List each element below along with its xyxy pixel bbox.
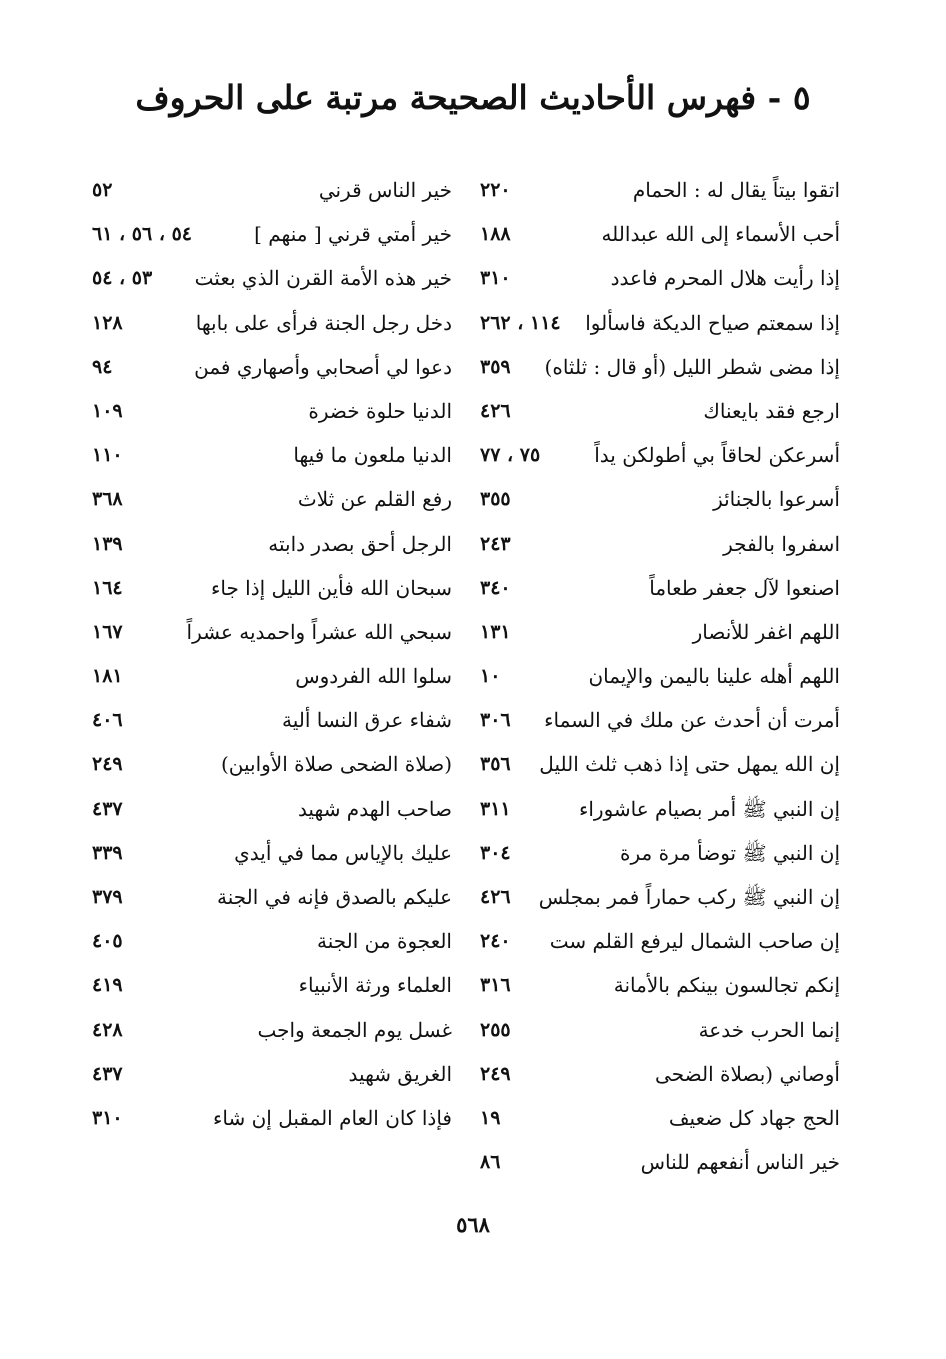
page-reference: ٥٣ ، ٥٤ <box>92 267 153 290</box>
hadith-text: صاحب الهدم شهيد <box>297 796 452 821</box>
hadith-text: إن النبي ﷺ ركب حماراً فمر بمجلس <box>538 885 840 909</box>
hadith-text: إنما الحرب خدعة <box>698 1017 840 1042</box>
hadith-text: (صلاة الضحى صلاة الأوابين) <box>220 752 452 777</box>
index-entry <box>92 831 452 875</box>
index-entry <box>92 787 452 831</box>
index-entry <box>480 256 840 300</box>
page-reference: ٣١٦ <box>480 974 511 997</box>
hadith-text: العلماء ورثة الأنبياء <box>298 973 452 998</box>
page-reference: ١٣٩ <box>92 532 123 555</box>
page-title: ٥ - فهرس الأحاديث الصحيحة مرتبة على الحروف <box>135 78 811 117</box>
page-reference: ١٨١ <box>92 665 123 688</box>
hadith-text: اللهم اغفر للأنصار <box>692 619 840 644</box>
index-entry <box>480 875 840 919</box>
page-number: ٥٦٨ <box>456 1212 490 1237</box>
hadith-text: إذا رأيت هلال المحرم فاعدد <box>610 266 840 291</box>
index-entry <box>92 1096 452 1140</box>
index-entry <box>480 566 840 610</box>
page-reference: ١٩ <box>480 1106 501 1129</box>
hadith-text: الدنيا ملعون ما فيها <box>293 443 452 468</box>
hadith-text: خير الناس أنفعهم للناس <box>640 1150 840 1175</box>
index-entry <box>92 963 452 1007</box>
page-reference: ٣٥٦ <box>480 753 511 776</box>
index-entry <box>92 522 452 566</box>
index-entry <box>480 1052 840 1096</box>
index-entry <box>92 919 452 963</box>
page-reference: ٣٤٠ <box>480 576 511 599</box>
index-entry <box>480 345 840 389</box>
page-reference: ١١٠ <box>92 444 123 467</box>
index-entry <box>92 875 452 919</box>
page-reference: ٤٣٧ <box>92 1062 123 1085</box>
page-reference: ٨٦ <box>480 1151 501 1174</box>
page-reference: ٣١١ <box>480 797 511 820</box>
hadith-text: سبحي الله عشراً واحمديه عشراً <box>186 619 452 644</box>
hadith-text: أمرت أن أحدث عن ملك في السماء <box>544 708 840 733</box>
index-entry <box>92 1008 452 1052</box>
hadith-text: غسل يوم الجمعة واجب <box>257 1017 452 1042</box>
page-reference: ٤٠٦ <box>92 709 123 732</box>
index-column-right <box>480 168 840 1184</box>
hadith-text: إن الله يمهل حتى إذا ذهب ثلث الليل <box>539 752 840 777</box>
hadith-text: الدنيا حلوة خضرة <box>308 398 452 423</box>
index-entry <box>92 389 452 433</box>
index-entry <box>480 698 840 742</box>
hadith-text: اتقوا بيتاً يقال له : الحمام <box>632 178 840 202</box>
hadith-text: رفع القلم عن ثلاث <box>297 487 452 512</box>
page-reference: ٢٤٩ <box>480 1062 511 1085</box>
page-reference: ٣١٠ <box>480 267 511 290</box>
hadith-text: اصنعوا لآل جعفر طعاماً <box>649 575 840 600</box>
index-entry <box>480 919 840 963</box>
hadith-text: إن النبي ﷺ أمر بصيام عاشوراء <box>578 796 840 821</box>
hadith-text: دخل رجل الجنة فرأى على بابها <box>195 310 452 335</box>
hadith-text: أسرعوا بالجنائز <box>713 487 840 512</box>
index-entry <box>480 654 840 698</box>
page-reference: ٢٤٣ <box>480 532 511 555</box>
hadith-text: خير أمتي قرني [ منهم ] <box>254 222 452 247</box>
page-reference: ٥٤ ، ٥٦ ، ٦١ <box>92 223 193 246</box>
index-entry <box>92 168 452 212</box>
page-reference: ٧٥ ، ٧٧ <box>480 444 541 467</box>
hadith-text: أسرعكن لحاقاً بي أطولكن يداً <box>594 443 840 468</box>
index-entry <box>92 654 452 698</box>
hadith-text: إنكم تجالسون بينكم بالأمانة <box>613 973 840 998</box>
page-reference: ١٣١ <box>480 620 511 643</box>
index-entry <box>480 787 840 831</box>
index-entry <box>480 212 840 256</box>
page-reference: ٤٣٧ <box>92 797 123 820</box>
page-reference: ٣١٠ <box>92 1106 123 1129</box>
index-entry <box>92 433 452 477</box>
hadith-text: إن صاحب الشمال ليرفع القلم ست <box>549 929 840 954</box>
hadith-text: اللهم أهله علينا باليمن والإيمان <box>588 664 840 689</box>
hadith-text: سلوا الله الفردوس <box>295 664 452 689</box>
index-entry <box>92 256 452 300</box>
index-entry <box>92 212 452 256</box>
hadith-text: العجوة من الجنة <box>317 929 452 954</box>
page-reference: ١١٤ ، ٢٦٢ <box>480 311 561 334</box>
page-reference: ٤٢٨ <box>92 1018 123 1041</box>
index-entry <box>480 301 840 345</box>
page-reference: ٤١٩ <box>92 974 123 997</box>
hadith-text: الرجل أحق بصدر دابته <box>268 531 452 556</box>
index-entry <box>92 698 452 742</box>
page-reference: ٣٣٩ <box>92 841 123 864</box>
hadith-text: أوصاني (بصلاة الضحى <box>655 1061 840 1086</box>
index-entry <box>480 1140 840 1184</box>
index-entry <box>480 389 840 433</box>
page-reference: ١٢٨ <box>92 311 123 334</box>
index-entry <box>480 477 840 521</box>
page-reference: ١٦٧ <box>92 620 123 643</box>
index-entry <box>480 1096 840 1140</box>
hadith-text: شفاء عرق النسا ألية <box>282 708 452 733</box>
page-reference: ١٠٩ <box>92 399 123 422</box>
hadith-text: خير الناس قرني <box>318 178 452 202</box>
page-reference: ٢٥٥ <box>480 1018 511 1041</box>
hadith-text: إن النبي ﷺ توضأ مرة مرة <box>619 840 840 865</box>
hadith-text: الحج جهاد كل ضعيف <box>668 1105 840 1130</box>
hadith-text: عليكم بالصدق فإنه في الجنة <box>217 885 452 909</box>
hadith-text: فإذا كان العام المقبل إن شاء <box>213 1105 452 1130</box>
index-entry <box>92 301 452 345</box>
hadith-text: دعوا لي أصحابي وأصهاري فمن <box>194 354 452 379</box>
hadith-text: ارجع فقد بايعناك <box>703 398 840 423</box>
page-reference: ٤٢٦ <box>480 399 511 422</box>
index-entry <box>480 742 840 786</box>
index-entry <box>92 1052 452 1096</box>
page-reference: ٥٢ <box>92 179 113 201</box>
page-reference: ٣٧٩ <box>92 886 123 908</box>
hadith-text: سبحان الله فأين الليل إذا جاء <box>210 575 452 600</box>
page-reference: ٢٢٠ <box>480 179 511 201</box>
index-entry <box>480 831 840 875</box>
index-entry <box>92 742 452 786</box>
index-entry <box>480 168 840 212</box>
page-reference: ٤٢٦ <box>480 886 511 908</box>
page-reference: ١٠ <box>480 665 501 688</box>
hadith-text: الغريق شهيد <box>348 1061 452 1086</box>
hadith-text: عليك بالإياس مما في أيدي <box>234 840 452 865</box>
index-entry <box>480 433 840 477</box>
page-reference: ٣٠٦ <box>480 709 511 732</box>
page-reference: ٢٤٩ <box>92 753 123 776</box>
page-reference: ٤٠٥ <box>92 930 123 953</box>
index-entry <box>92 345 452 389</box>
page-reference: ١٦٤ <box>92 576 123 599</box>
hadith-text: اسفروا بالفجر <box>723 531 840 556</box>
hadith-text: أحب الأسماء إلى الله عبدالله <box>601 222 840 247</box>
index-entry <box>480 963 840 1007</box>
hadith-text: إذا سمعتم صياح الديكة فاسألوا <box>585 310 840 335</box>
page-reference: ٩٤ <box>92 355 113 378</box>
hadith-text: خير هذه الأمة القرن الذي بعثت <box>194 266 452 291</box>
page-reference: ٣٦٨ <box>92 488 123 511</box>
page-reference: ٢٤٠ <box>480 930 511 953</box>
index-entry <box>480 522 840 566</box>
page-reference: ٣٥٩ <box>480 355 511 378</box>
index-entry <box>480 610 840 654</box>
index-entry <box>480 1008 840 1052</box>
page-reference: ٣٥٥ <box>480 488 511 511</box>
index-entry <box>92 566 452 610</box>
index-entry <box>92 477 452 521</box>
hadith-text: إذا مضى شطر الليل (أو قال : ثلثاه) <box>544 354 840 379</box>
page-reference: ٣٠٤ <box>480 841 511 864</box>
index-entry <box>92 610 452 654</box>
page-reference: ١٨٨ <box>480 223 511 246</box>
index-column-left <box>92 168 452 1140</box>
